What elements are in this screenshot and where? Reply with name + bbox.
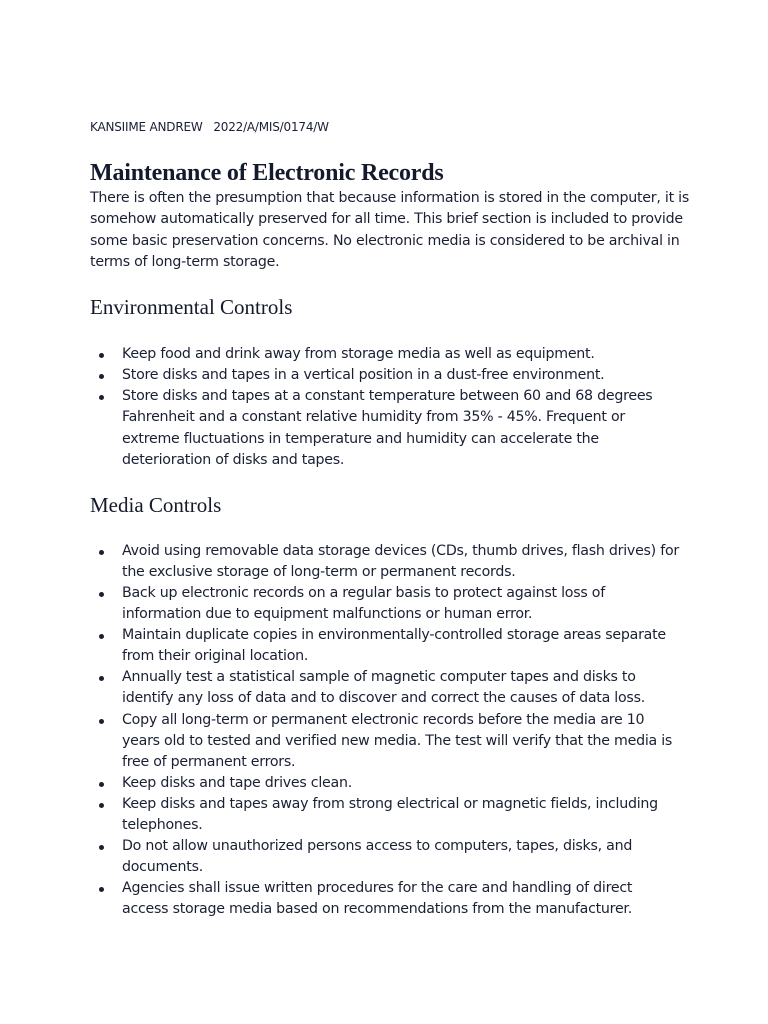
list-item-text: Store disks and tapes at a constant temperature between 60 and 68 degrees Fahrenheit and a constant relative humidity from 35% - 45%. Frequent or extreme fluctuations in temperature and humidity can accelerate the deterioration of disks and tapes.: [122, 388, 653, 468]
list-item-text: Maintain duplicate copies in environmentally-controlled storage areas separate from their original location.: [122, 627, 666, 665]
bullet-icon: [99, 550, 104, 555]
bullet-icon: [99, 676, 104, 681]
bullet-icon: [99, 803, 104, 808]
list-item: [90, 344, 682, 365]
list-item: [90, 365, 682, 386]
bullet-icon: [99, 845, 104, 850]
list-item-text: Store disks and tapes in a vertical position in a dust-free environment.: [122, 367, 605, 384]
list-item: [90, 836, 682, 878]
bullet-icon: [99, 887, 104, 892]
list-item: [90, 773, 682, 794]
intro-paragraph: There is often the presumption that because information is stored in the computer, it is somehow automatically preserved for all time. This brief section is included to provide some basic preservation concerns. No electronic media is considered to be archival in terms of long-term storage.: [90, 190, 689, 270]
document-page: [90, 120, 690, 920]
list-item: [90, 583, 682, 625]
media-controls-list: [90, 541, 690, 921]
bullet-icon: [99, 719, 104, 724]
bullet-icon: [99, 782, 104, 787]
list-item-text: Keep disks and tape drives clean.: [122, 774, 352, 791]
section-heading-environmental-controls: Environmental Controls: [90, 295, 293, 320]
list-item-text: Keep disks and tapes away from strong electrical or magnetic fields, including telephones.: [122, 795, 658, 833]
list-item-text: Keep food and drink away from storage media as well as equipment.: [122, 346, 595, 363]
list-item: [90, 625, 682, 667]
bullet-icon: [99, 374, 104, 379]
bullet-icon: [99, 353, 104, 358]
list-item-text: Agencies shall issue written procedures for the care and handling of direct access storage media based on recommendations from the manufacturer.: [122, 880, 633, 918]
list-item-text: Back up electronic records on a regular basis to protect against loss of information due to equipment malfunctions or human error.: [122, 584, 605, 623]
list-item: [90, 878, 682, 920]
bullet-icon: [99, 395, 104, 400]
list-item-text: Copy all long-term or permanent electronic records before the media are 10 years old to tested and verified new media. The test will verify that the media is free of permanent errors.: [122, 711, 673, 770]
document-title: Maintenance of Electronic Records: [90, 160, 444, 186]
environmental-controls-list: [90, 344, 690, 471]
list-item-text: Do not allow unauthorized persons access to computers, tapes, disks, and documents.: [122, 838, 633, 876]
section-heading-media-controls: Media Controls: [90, 492, 222, 517]
list-item: [90, 386, 682, 470]
list-item-text: Annually test a statistical sample of magnetic computer tapes and disks to identify any loss of data and to discover and correct the causes of data loss.: [122, 669, 645, 707]
list-item-text: Avoid using removable data storage devices (CDs, thumb drives, flash drives) for the exclusive storage of long-term or permanent records.: [122, 542, 679, 580]
list-item: [90, 710, 682, 773]
bullet-icon: [99, 634, 104, 639]
list-item: [90, 667, 682, 709]
list-item: [90, 794, 682, 836]
bullet-icon: [99, 592, 104, 597]
author-line: KANSIIME ANDREW 2022/A/MIS/0174/W: [90, 120, 329, 134]
list-item: [90, 541, 682, 583]
